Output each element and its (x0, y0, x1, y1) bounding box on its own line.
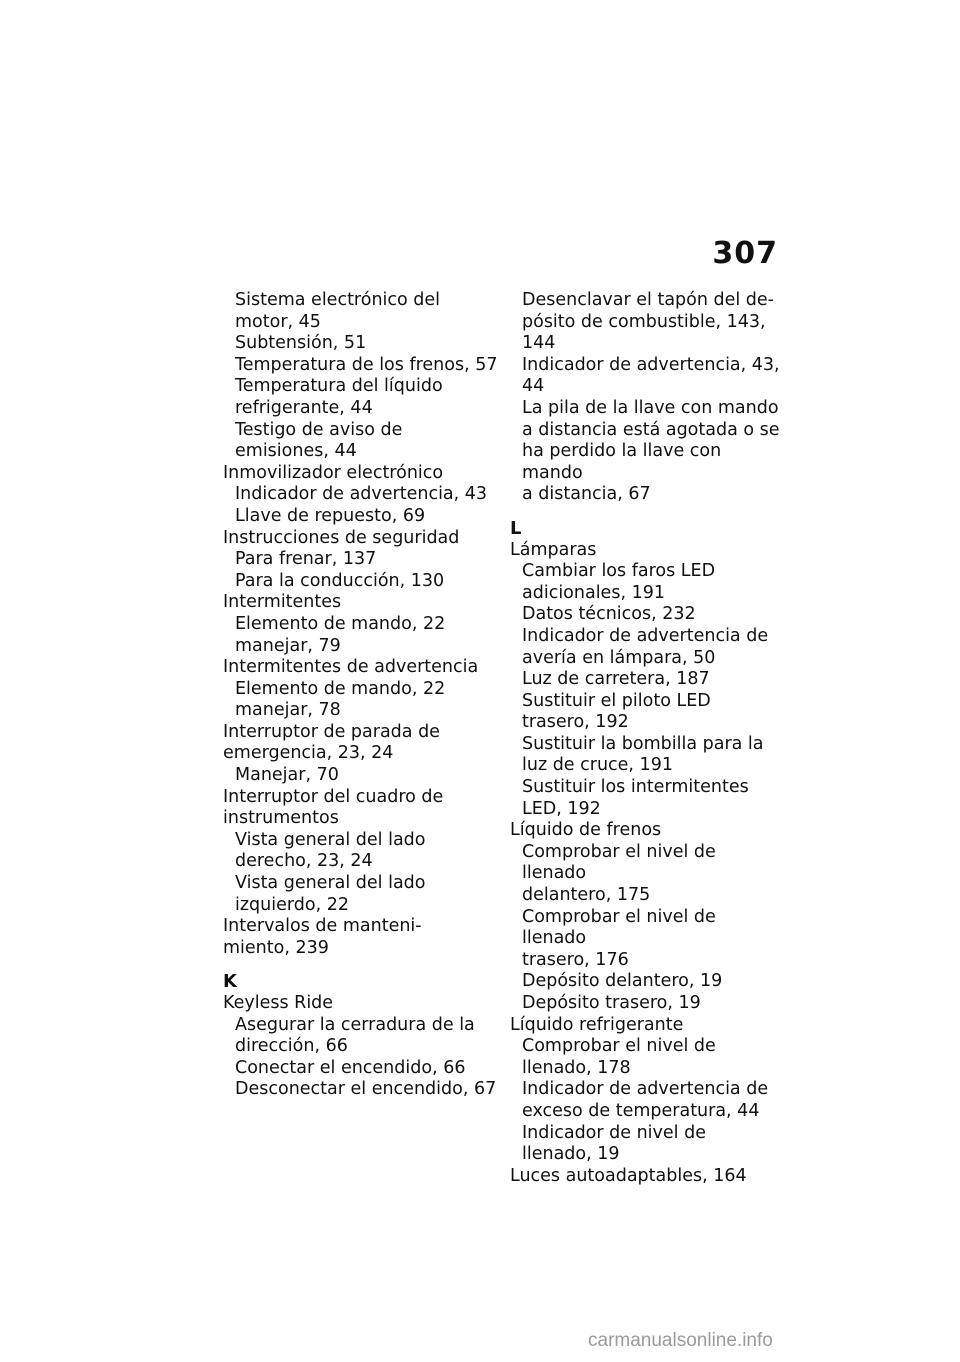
index-line: ha perdido la llave con mando (522, 441, 722, 483)
index-subentry (510, 604, 785, 626)
index-subentry (223, 700, 498, 722)
index-line: Sustituir los intermitentes (522, 777, 749, 798)
index-line: trasero, 192 (522, 712, 629, 733)
index-line: adicionales, 191 (522, 582, 665, 603)
index-subentry (510, 907, 785, 972)
index-line: L (510, 517, 522, 539)
index-subentry (223, 571, 498, 593)
index-line: delantero, 175 (522, 885, 651, 906)
index-line: Manejar, 70 (235, 765, 339, 786)
index-line: manejar, 79 (235, 635, 341, 656)
index-line: Vista general del lado (235, 829, 426, 850)
index-line: Inmovilizador electrónico (223, 462, 444, 483)
index-line: Temperatura del líquido (235, 376, 443, 397)
index-subentry (223, 873, 498, 916)
index-line: Conectar el encendido, 66 (235, 1057, 466, 1078)
index-line: 144 (522, 333, 556, 354)
index-subentry (223, 679, 498, 701)
index-line: Comprobar el nivel de llenado (522, 906, 716, 949)
index-line: emisiones, 44 (235, 441, 357, 462)
index-line: Sustituir el piloto LED (522, 690, 711, 711)
index-line: llenado, 19 (522, 1144, 620, 1165)
index-entry (510, 540, 785, 562)
index-entry (223, 993, 498, 1015)
index-subentry (223, 830, 498, 873)
index-line: Luces autoadaptables, 164 (510, 1165, 747, 1186)
index-line: Depósito trasero, 19 (522, 993, 701, 1013)
index-subentry (223, 420, 498, 463)
index-entry (223, 916, 498, 959)
index-line: emergencia, 23, 24 (223, 743, 394, 764)
index-line: Cambiar los faros LED (522, 561, 716, 582)
page-number: 307 (712, 236, 778, 271)
index-subentry (223, 1079, 498, 1101)
index-line: Comprobar el nivel de llenado (522, 841, 716, 884)
index-subentry (510, 971, 785, 993)
index-subentry (223, 549, 498, 571)
index-line: Keyless Ride (223, 993, 334, 1013)
watermark: carmanualsonline.info (588, 1330, 773, 1351)
index-line: K (223, 971, 237, 993)
index-line: Instrucciones de seguridad (223, 527, 460, 548)
index-line: Datos técnicos, 232 (522, 604, 696, 625)
index-column-left (223, 290, 498, 1101)
index-line: a distancia, 67 (522, 484, 651, 505)
index-subentry (510, 1036, 785, 1079)
index-entry (223, 787, 498, 830)
index-subentry (223, 1015, 498, 1058)
index-entry (223, 463, 498, 485)
index-subentry (223, 355, 498, 377)
index-line: Elemento de mando, 22 (235, 613, 446, 634)
index-line: dirección, 66 (235, 1036, 348, 1057)
index-line: motor, 45 (235, 311, 321, 332)
index-line: Desenclavar el tapón del de- (522, 290, 774, 310)
index-subentry (223, 614, 498, 636)
index-line: Sistema electrónico del (235, 290, 441, 310)
index-line: Luz de carretera, 187 (522, 669, 710, 690)
index-subentry (223, 484, 498, 506)
index-entry (223, 722, 498, 765)
index-line: 44 (522, 376, 545, 397)
index-line: Líquido de frenos (510, 820, 662, 841)
index-entry (223, 592, 498, 614)
index-entry (510, 1015, 785, 1037)
index-subentry (223, 506, 498, 528)
index-line: a distancia está agotada o se (522, 419, 780, 440)
index-entry (223, 528, 498, 550)
index-line: Intermitentes (223, 592, 342, 613)
index-entry (510, 820, 785, 842)
index-line: Indicador de advertencia, 43, (522, 354, 780, 375)
index-line: Subtensión, 51 (235, 333, 367, 354)
index-subentry (510, 355, 785, 398)
index-line: Intervalos de manteni- (223, 916, 422, 937)
index-entry (510, 1166, 785, 1188)
index-subentry (510, 1123, 785, 1166)
index-subentry (223, 376, 498, 419)
index-subentry (510, 669, 785, 691)
index-line: Llave de repuesto, 69 (235, 505, 426, 526)
index-line: exceso de temperatura, 44 (522, 1100, 760, 1121)
index-letter-heading (223, 971, 498, 993)
index-line: Desconectar el encendido, 67 (235, 1079, 497, 1100)
index-line: llenado, 178 (522, 1057, 631, 1078)
index-line: instrumentos (223, 808, 339, 829)
index-subentry (510, 626, 785, 669)
index-subentry (510, 842, 785, 907)
index-line: La pila de la llave con mando (522, 397, 779, 418)
index-subentry (510, 290, 785, 355)
index-line: pósito de combustible, 143, (522, 311, 766, 332)
index-line: Comprobar el nivel de (522, 1036, 716, 1057)
index-line: LED, 192 (522, 798, 601, 819)
index-line: luz de cruce, 191 (522, 755, 673, 776)
index-subentry (510, 993, 785, 1015)
index-line: derecho, 23, 24 (235, 851, 373, 872)
index-line: Indicador de nivel de (522, 1122, 706, 1143)
index-line: miento, 239 (223, 937, 329, 958)
index-line: Depósito delantero, 19 (522, 971, 723, 992)
index-line: Interruptor del cuadro de (223, 786, 444, 807)
index-column-right (510, 290, 785, 1187)
index-line: Líquido refrigerante (510, 1014, 684, 1035)
index-letter-heading (510, 518, 785, 540)
index-subentry (223, 1058, 498, 1080)
index-subentry (510, 777, 785, 820)
index-line: izquierdo, 22 (235, 894, 349, 915)
index-subentry (510, 734, 785, 777)
index-line: Indicador de advertencia de (522, 1079, 769, 1100)
index-line: Sustituir la bombilla para la (522, 733, 764, 754)
index-line: Intermitentes de advertencia (223, 657, 479, 678)
index-line: Interruptor de parada de (223, 721, 440, 742)
index-line: refrigerante, 44 (235, 397, 373, 418)
index-line: Elemento de mando, 22 (235, 678, 446, 699)
index-line: avería en lámpara, 50 (522, 647, 716, 668)
index-line: Lámparas (510, 539, 597, 560)
index-line: Indicador de advertencia, 43 (235, 484, 488, 505)
index-line: Testigo de aviso de (235, 419, 403, 440)
index-line: Temperatura de los frenos, 57 (235, 354, 498, 375)
index-subentry (223, 765, 498, 787)
index-line: Para la conducción, 130 (235, 570, 445, 591)
index-subentry (223, 290, 498, 333)
index-line: Indicador de advertencia de (522, 625, 769, 646)
index-subentry (510, 398, 785, 506)
index-subentry (510, 691, 785, 734)
index-subentry (510, 1079, 785, 1122)
index-line: Para frenar, 137 (235, 549, 377, 570)
index-line: Vista general del lado (235, 873, 426, 894)
index-entry (223, 657, 498, 679)
index-line: trasero, 176 (522, 949, 629, 970)
index-line: Asegurar la cerradura de la (235, 1014, 475, 1035)
index-subentry (223, 333, 498, 355)
index-subentry (510, 561, 785, 604)
index-subentry (223, 636, 498, 658)
index-line: manejar, 78 (235, 700, 341, 721)
